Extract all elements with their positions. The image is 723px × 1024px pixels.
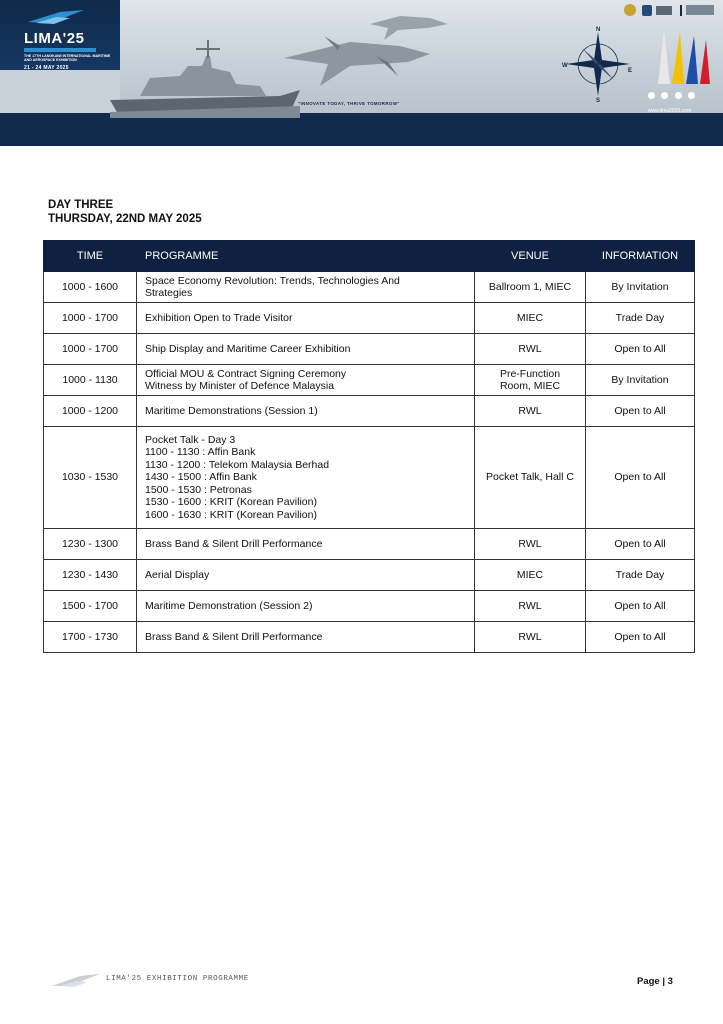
cell-time: 1000 - 1600	[44, 272, 137, 303]
table-row	[44, 529, 695, 560]
cell-programme	[137, 591, 475, 622]
programme-line: Aerial Display	[145, 568, 210, 581]
cell-programme	[137, 303, 475, 334]
cell-information: Open to All	[586, 396, 695, 427]
table-row	[44, 303, 695, 334]
venue-line: RWL	[518, 404, 542, 417]
venue-line: Pocket Talk, Hall C	[486, 471, 574, 484]
header-information: INFORMATION	[586, 241, 695, 272]
cell-time: 1000 - 1200	[44, 396, 137, 427]
cell-time: 1000 - 1700	[44, 303, 137, 334]
email-icon	[688, 92, 695, 99]
cell-programme	[137, 272, 475, 303]
banner-navy-band	[0, 113, 723, 146]
cell-programme	[137, 365, 475, 396]
programme-line: Maritime Demonstration (Session 2)	[145, 599, 313, 612]
cell-venue	[475, 334, 586, 365]
cell-venue	[475, 303, 586, 334]
cell-programme	[137, 622, 475, 653]
programme-line: Exhibition Open to Trade Visitor	[145, 311, 293, 324]
cell-information: Open to All	[586, 622, 695, 653]
instagram-icon	[675, 92, 682, 99]
cell-venue	[475, 365, 586, 396]
programme-line: 1100 - 1130 : Affin Bank	[145, 446, 256, 459]
cell-information: Open to All	[586, 427, 695, 529]
cell-programme	[137, 427, 475, 529]
logo-dates: 21 - 24 MAY 2025	[24, 65, 69, 71]
programme-line: Strategies	[145, 287, 193, 299]
venue-line: Room, MIEC	[499, 380, 561, 392]
venue-line: MIEC	[516, 568, 544, 581]
venue-line: Pre-Function	[499, 367, 561, 380]
programme-line: Brass Band & Silent Drill Performance	[145, 630, 323, 643]
cell-venue	[475, 560, 586, 591]
table-row	[44, 365, 695, 396]
venue-line: MIEC	[516, 311, 544, 324]
logo-accent-strip	[24, 48, 96, 52]
compass-south-label: S	[596, 98, 601, 102]
logo-title: LIMA'25	[24, 30, 85, 47]
logo-jet-icon	[26, 8, 86, 26]
lima-logo	[14, 8, 114, 72]
banner-tagline: "INNOVATE TODAY, THRIVE TOMORROW"	[298, 101, 400, 106]
compass-rose-icon	[560, 26, 636, 102]
page-number: Page | 3	[637, 976, 673, 987]
cell-programme	[137, 560, 475, 591]
cell-time: 1230 - 1430	[44, 560, 137, 591]
cell-programme	[137, 334, 475, 365]
programme-line: 1530 - 1600 : KRIT (Korean Pavilion)	[145, 496, 317, 509]
programme-line: Witness by Minister of Defence Malaysia	[145, 380, 335, 392]
ministry-crests-icon	[622, 2, 718, 18]
cell-time: 1030 - 1530	[44, 427, 137, 529]
cell-programme	[137, 396, 475, 427]
cell-information: Open to All	[586, 334, 695, 365]
programme-line: Ship Display and Maritime Career Exhibition	[145, 342, 351, 355]
venue-line: RWL	[518, 342, 542, 355]
header-banner	[0, 0, 723, 146]
cell-information: Trade Day	[586, 560, 695, 591]
header-venue: VENUE	[475, 241, 586, 272]
cell-time: 1000 - 1700	[44, 334, 137, 365]
table-row	[44, 622, 695, 653]
cell-time: 1500 - 1700	[44, 591, 137, 622]
cell-venue	[475, 427, 586, 529]
programme-line: Maritime Demonstrations (Session 1)	[145, 404, 318, 417]
cell-venue	[475, 396, 586, 427]
logo-subtitle: THE 17TH LANGKAWI INTERNATIONAL MARITIME AND AEROSPACE EXHIBITION	[24, 54, 111, 63]
footer-programme-label: LIMA'25 EXHIBITION PROGRAMME	[106, 975, 249, 983]
compass-north-label: N	[596, 27, 601, 33]
whatsapp-icon	[648, 92, 655, 99]
cell-information: By Invitation	[586, 272, 695, 303]
programme-line: Space Economy Revolution: Trends, Technologies And	[145, 274, 400, 287]
table-header-row	[44, 241, 695, 272]
fighter-jets-illustration	[280, 6, 460, 96]
programme-line: Official MOU & Contract Signing Ceremony	[145, 367, 347, 380]
table-row	[44, 591, 695, 622]
programme-line: Pocket Talk - Day 3	[145, 434, 236, 447]
header-time: TIME	[44, 241, 137, 272]
table-row	[44, 560, 695, 591]
table-body	[44, 272, 695, 653]
cell-venue	[475, 272, 586, 303]
banner-contact	[648, 86, 718, 114]
cell-information: Open to All	[586, 529, 695, 560]
programme-line: 1430 - 1500 : Affin Bank	[145, 471, 257, 484]
cell-information: Open to All	[586, 591, 695, 622]
table-row	[44, 272, 695, 303]
venue-line: RWL	[518, 630, 542, 643]
cell-time: 1700 - 1730	[44, 622, 137, 653]
facebook-icon	[661, 92, 668, 99]
programme-table	[43, 240, 695, 653]
day-date: THURSDAY, 22ND MAY 2025	[48, 213, 202, 225]
cell-programme	[137, 529, 475, 560]
programme-line: 1130 - 1200 : Telekom Malaysia Berhad	[145, 458, 330, 471]
cell-time: 1230 - 1300	[44, 529, 137, 560]
compass-west-label: W	[562, 63, 568, 69]
venue-line: RWL	[518, 599, 542, 612]
header-programme: PROGRAMME	[137, 241, 475, 272]
cell-information: By Invitation	[586, 365, 695, 396]
table-row	[44, 427, 695, 529]
venue-line: Ballroom 1, MIEC	[488, 280, 572, 293]
compass-east-label: E	[628, 68, 633, 74]
cell-information: Trade Day	[586, 303, 695, 334]
cell-venue	[475, 591, 586, 622]
programme-line: 1600 - 1630 : KRIT (Korean Pavilion)	[145, 508, 317, 521]
footer-jet-logo-icon	[50, 970, 102, 988]
venue-line: RWL	[518, 537, 542, 550]
programme-line: 1500 - 1530 : Petronas	[145, 483, 252, 496]
banner-website[interactable]: www.lima2025.com	[648, 108, 692, 114]
table-row	[44, 396, 695, 427]
day-heading	[48, 198, 202, 226]
sails-illustration	[650, 26, 714, 86]
cell-venue	[475, 622, 586, 653]
day-title: DAY THREE	[48, 199, 114, 211]
warship-illustration	[110, 38, 300, 118]
table-row	[44, 334, 695, 365]
programme-line: Brass Band & Silent Drill Performance	[145, 537, 323, 550]
cell-venue	[475, 529, 586, 560]
cell-time: 1000 - 1130	[44, 365, 137, 396]
